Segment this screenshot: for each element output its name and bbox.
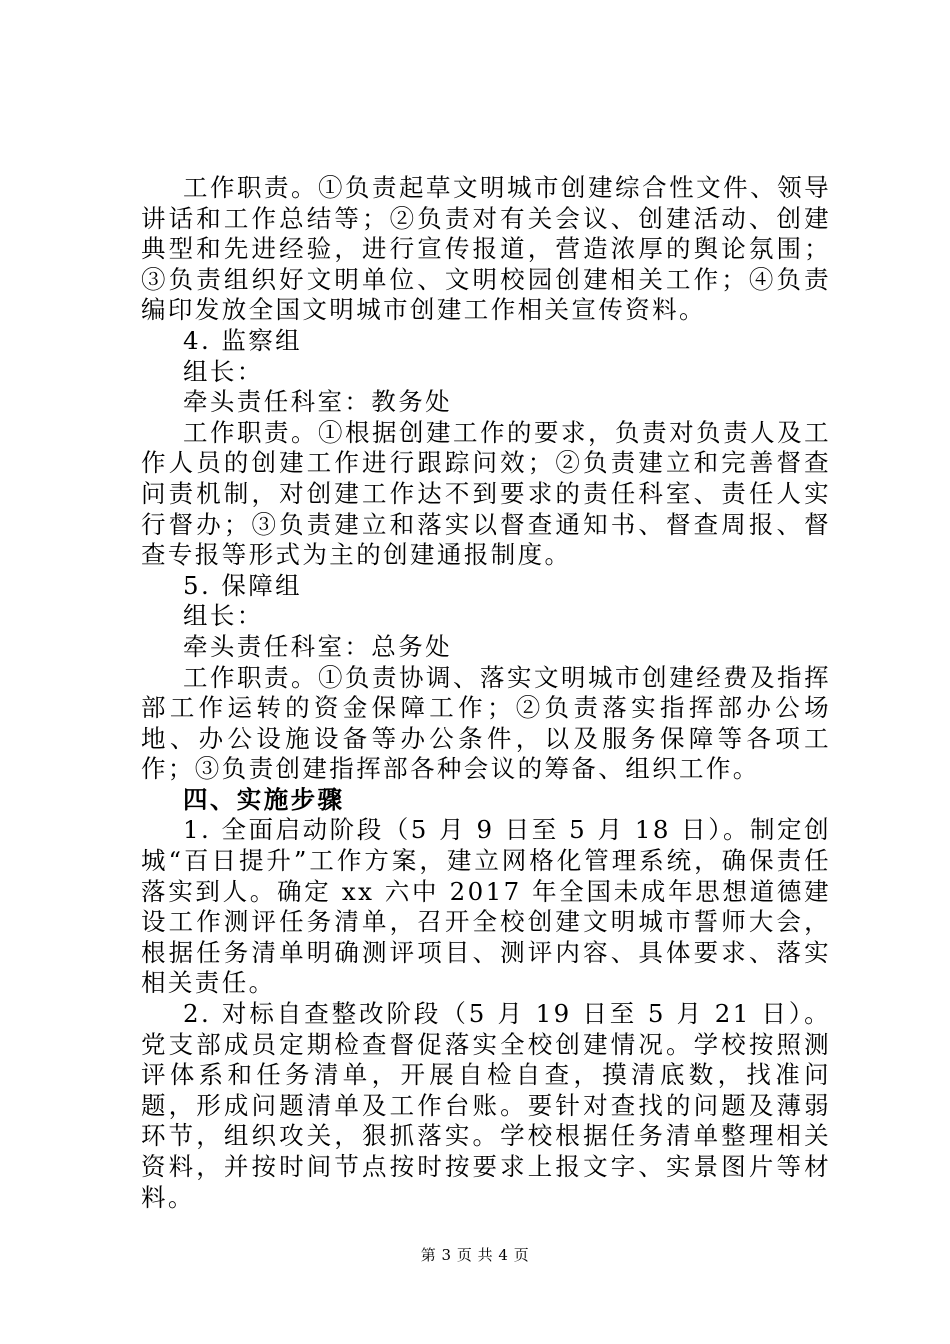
stage-1-paragraph: 1. 全面启动阶段（5 月 9 日至 5 月 18 日）。制定创城“百日提升”工作方案，建立网格化管理系统，确保责任落实到人。确定 xx 六中 2017 年全国未成年思想道德建设工作测评任务清单，召开全校创建文明城市誓师大会，根据任务清单明确测评项目、测评内容、具体要求、落实相关责任。 [141,815,831,998]
stage-2-paragraph: 2. 对标自查整改阶段（5 月 19 日至 5 月 21 日）。党支部成员定期检查督促落实全校创建情况。学校按照测评体系和任务清单，开展自检自查，摸清底数，找准问题，形成问题清单及工作台账。要针对查找的问题及薄弱环节，组织攻关，狠抓落实。学校根据任务清单整理相关资料，并按时间节点按时按要求上报文字、实景图片等材料。 [141,999,831,1212]
support-duties-paragraph: 工作职责。①负责协调、落实文明城市创建经费及指挥部工作运转的资金保障工作；②负责落实指挥部办公场地、办公设施设备等办公条件，以及服务保障等各项工作；③负责创建指挥部各种会议的筹备、组织工作。 [141,662,831,784]
section-heading-implementation: 四、实施步骤 [183,784,345,814]
support-group-leader: 组长： [183,601,264,631]
supervision-duties-paragraph: 工作职责。①根据创建工作的要求，负责对负责人及工作人员的创建工作进行跟踪问效；②负责建立和完善督查问责机制，对创建工作达不到要求的责任科室、责任人实行督办；③负责建立和落实以督查通知书、督查周报、督查专报等形式为主的创建通报制度。 [141,417,831,570]
supervision-group-title: 4. 监察组 [183,325,303,355]
support-lead-office: 牵头责任科室：总务处 [183,631,452,661]
support-group-title: 5. 保障组 [183,570,303,600]
propaganda-duties-paragraph: 工作职责。①负责起草文明城市创建综合性文件、领导讲话和工作总结等；②负责对有关会议、创建活动、创建典型和先进经验，进行宣传报道，营造浓厚的舆论氛围；③负责组织好文明单位、文明校园创建相关工作；④负责编印发放全国文明城市创建工作相关宣传资料。 [141,173,831,325]
supervision-group-leader: 组长： [183,356,264,386]
document-body [141,173,831,1213]
page-number-footer: 第 3 页 共 4 页 [420,1246,530,1264]
supervision-lead-office: 牵头责任科室：教务处 [183,387,452,417]
